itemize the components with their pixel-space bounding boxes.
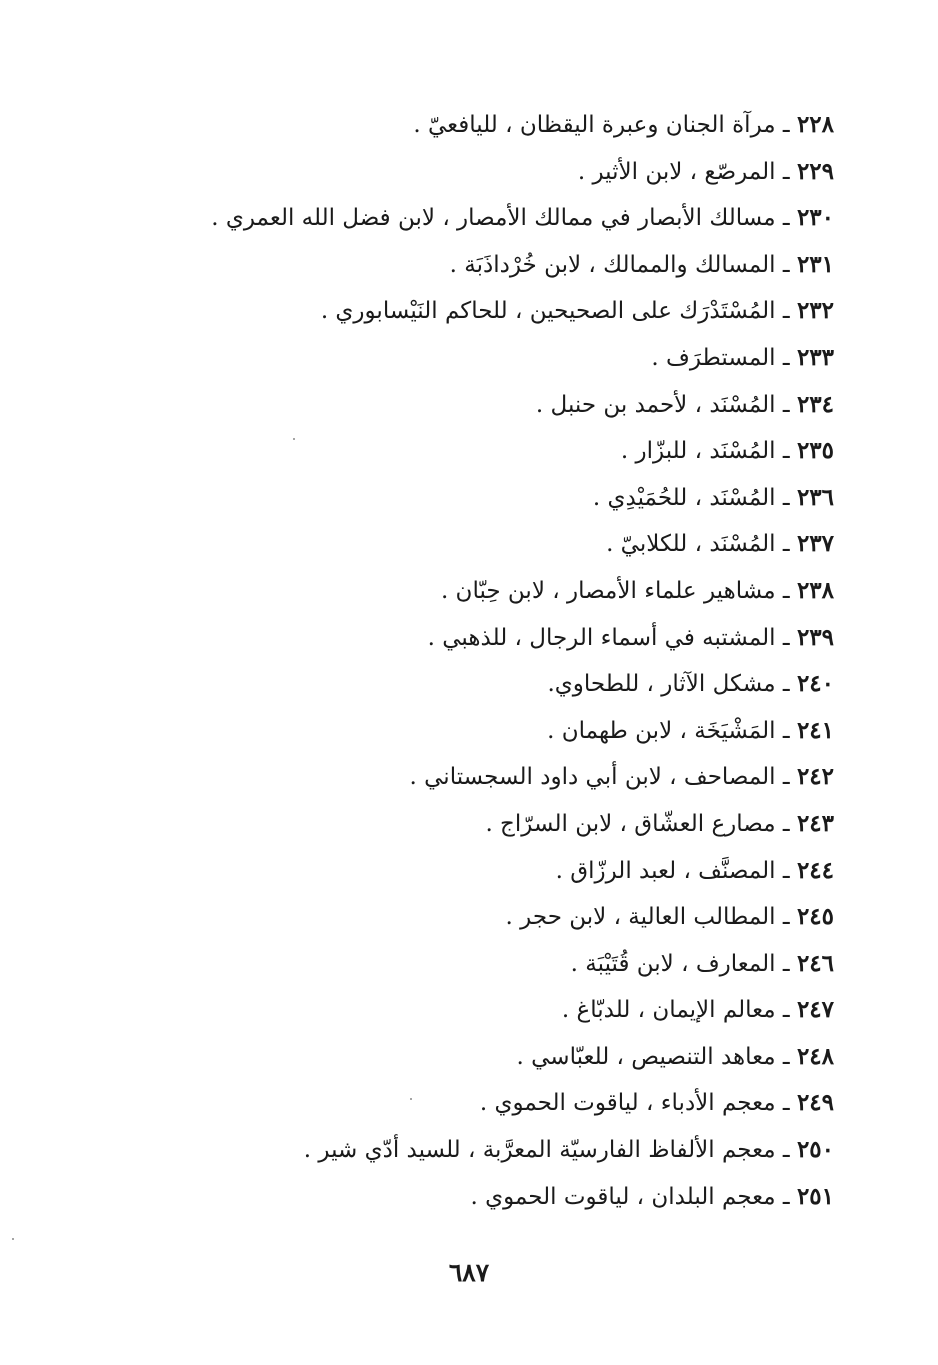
entry-text: ـ المصاحف ، لابن أبي داود السجستاني . bbox=[409, 764, 790, 791]
list-item bbox=[114, 195, 834, 242]
list-item bbox=[114, 941, 834, 988]
list-item bbox=[114, 1080, 834, 1127]
list-item bbox=[114, 475, 834, 522]
entry-text: ـ مشكل الآثار ، للطحاوي. bbox=[547, 671, 790, 698]
entry-text: ـ المرصّع ، لابن الأثير . bbox=[577, 158, 790, 185]
list-item bbox=[114, 1034, 834, 1081]
entry-number: ٢٣٠ bbox=[796, 204, 834, 232]
entry-number: ٢٥٠ bbox=[796, 1136, 834, 1164]
list-item bbox=[114, 568, 834, 615]
list-item bbox=[114, 848, 834, 895]
entry-text: ـ معجم البلدان ، لياقوت الحموي . bbox=[470, 1183, 790, 1210]
entry-text: ـ المُسْنَد ، للكلابيّ . bbox=[606, 531, 790, 558]
list-item bbox=[114, 242, 834, 289]
entry-text: ـ المعارف ، لابن قُتَيْبَة . bbox=[570, 950, 790, 977]
entry-number: ٢٤٦ bbox=[796, 949, 834, 977]
list-item bbox=[114, 288, 834, 335]
entry-number: ٢٣٨ bbox=[796, 576, 834, 604]
entry-number: ٢٤٢ bbox=[796, 763, 834, 791]
list-item bbox=[114, 521, 834, 568]
entry-number: ٢٣١ bbox=[796, 250, 834, 278]
list-item bbox=[114, 1127, 834, 1174]
entry-text: ـ معجم الأدباء ، لياقوت الحموي . bbox=[479, 1090, 790, 1117]
list-item bbox=[114, 1174, 834, 1221]
list-item bbox=[114, 708, 834, 755]
entry-text: ـ المُسْنَد ، للحُمَيْدِي . bbox=[592, 484, 790, 511]
bibliography-list bbox=[114, 102, 834, 1220]
entry-number: ٢٥١ bbox=[796, 1182, 834, 1210]
scan-speck bbox=[293, 438, 295, 440]
entry-number: ٢٢٩ bbox=[796, 157, 834, 185]
entry-number: ٢٤٣ bbox=[796, 809, 834, 837]
entry-text: ـ مسالك الأبصار في ممالك الأمصار ، لابن فضل الله العمري . bbox=[211, 205, 790, 232]
entry-number: ٢٤٨ bbox=[796, 1042, 834, 1070]
entry-number: ٢٤٠ bbox=[796, 670, 834, 698]
entry-number: ٢٢٨ bbox=[796, 111, 834, 138]
list-item bbox=[114, 382, 834, 429]
entry-number: ٢٣٦ bbox=[796, 483, 834, 511]
list-item bbox=[114, 894, 834, 941]
list-item bbox=[114, 615, 834, 662]
entry-number: ٢٣٧ bbox=[796, 530, 834, 558]
list-item bbox=[114, 661, 834, 708]
entry-number: ٢٤٤ bbox=[796, 856, 834, 884]
entry-text: ـ المُسْتَدْرَك على الصحيحين ، للحاكم النَيْسابوري . bbox=[320, 298, 790, 325]
page-number: ٦٨٧ bbox=[448, 1258, 490, 1287]
entry-number: ٢٤٩ bbox=[796, 1089, 834, 1117]
entry-number: ٢٤١ bbox=[796, 716, 834, 744]
entry-text: ـ المصنَّف ، لعبد الرزّاق . bbox=[555, 857, 790, 884]
entry-text: ـ معالم الإيمان ، للدبّاغ . bbox=[561, 997, 790, 1024]
list-item bbox=[114, 102, 834, 149]
list-item bbox=[114, 801, 834, 848]
entry-text: ـ المطالب العالية ، لابن حجر . bbox=[505, 904, 790, 931]
list-item bbox=[114, 149, 834, 196]
entry-text: ـ معاهد التنصيص ، للعبّاسي . bbox=[516, 1043, 790, 1070]
entry-text: ـ المستطرَف . bbox=[651, 344, 790, 371]
entry-text: ـ مرآة الجنان وعبرة اليقظان ، لليافعيّ . bbox=[413, 112, 790, 138]
entry-text: ـ مشاهير علماء الأمصار ، لابن حِبّان . bbox=[440, 577, 790, 604]
list-item bbox=[114, 428, 834, 475]
entry-number: ٢٣٩ bbox=[796, 623, 834, 651]
entry-number: ٢٣٢ bbox=[796, 297, 834, 325]
list-item bbox=[114, 754, 834, 801]
entry-text: ـ معجم الألفاظ الفارسيّة المعرَّبة ، للسيد أدّي شير . bbox=[303, 1137, 790, 1164]
entry-text: ـ المُسْنَد ، لأحمد بن حنبل . bbox=[535, 391, 790, 418]
entry-number: ٢٤٧ bbox=[796, 996, 834, 1024]
list-item bbox=[114, 987, 834, 1034]
entry-number: ٢٣٤ bbox=[796, 390, 834, 418]
scan-speck bbox=[410, 1098, 412, 1100]
entry-text: ـ المشتبه في أسماء الرجال ، للذهبي . bbox=[427, 624, 790, 651]
list-item bbox=[114, 335, 834, 382]
entry-text: ـ المَشْيَخَة ، لابن طهمان . bbox=[547, 717, 790, 744]
entry-number: ٢٤٥ bbox=[796, 903, 834, 931]
entry-number: ٢٣٣ bbox=[796, 343, 834, 371]
entry-text: ـ المُسْنَد ، للبزّار . bbox=[620, 438, 790, 465]
entry-text: ـ المسالك والممالك ، لابن خُرْداذَبَة . bbox=[449, 251, 790, 278]
entry-number: ٢٣٥ bbox=[796, 437, 834, 465]
entry-text: ـ مصارع العشّاق ، لابن السرّاج . bbox=[485, 810, 790, 837]
scan-speck bbox=[12, 1238, 14, 1240]
